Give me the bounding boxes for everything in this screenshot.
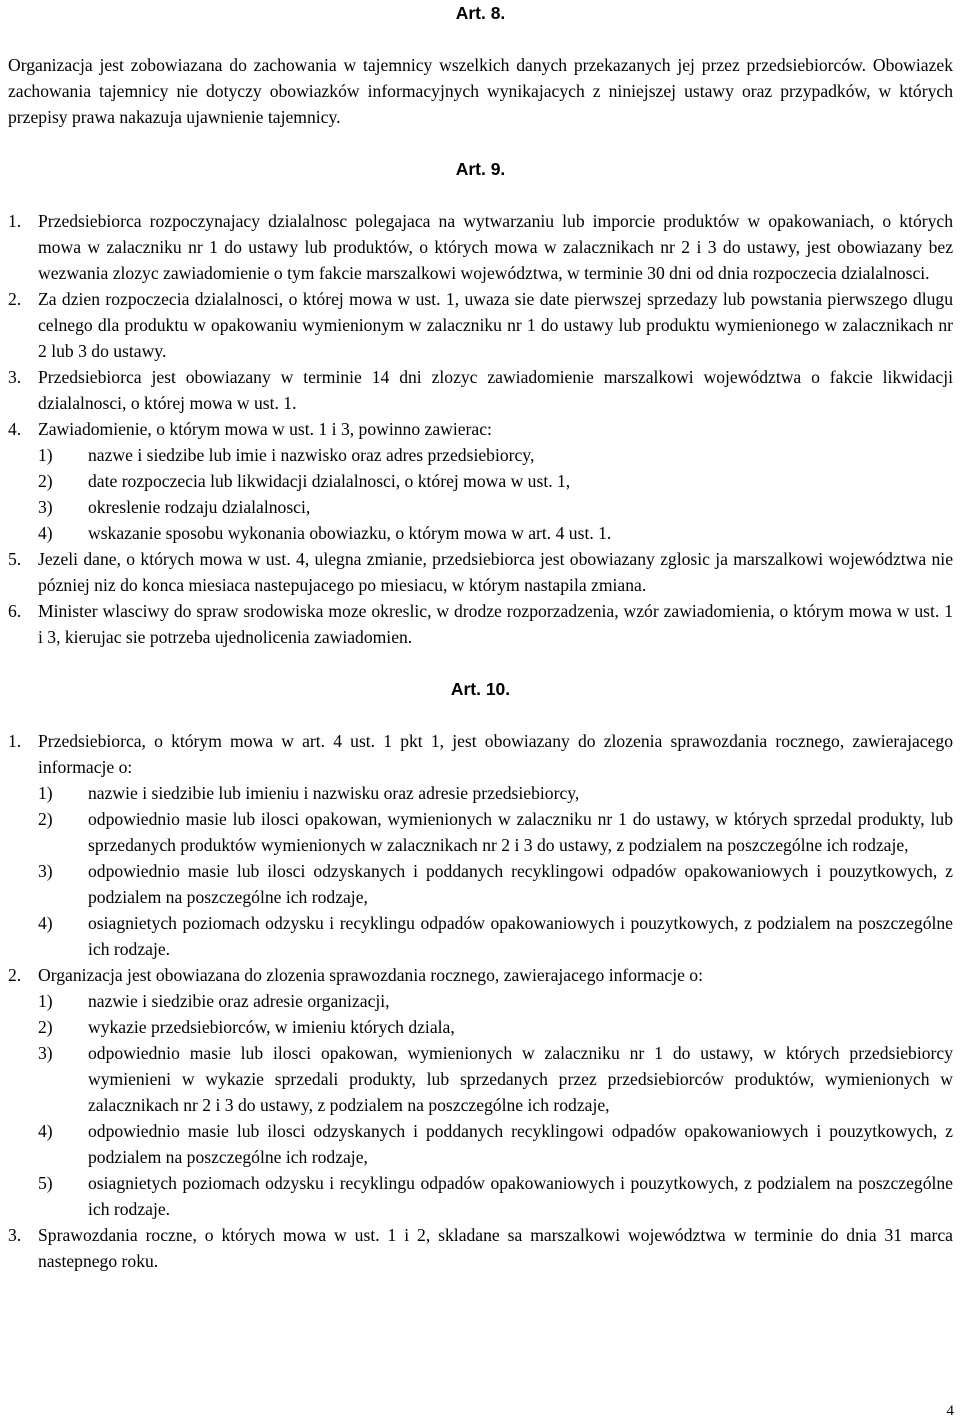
sub-item-text: wskazanie sposobu wykonania obowiazku, o którym mowa w art. 4 ust. 1. xyxy=(88,523,612,543)
item-text: Minister wlasciwy do spraw srodowiska moze okreslic, w drodze rozporzadzenia, wzór zawiadomienia, o którym mowa w ust. 1 i 3, kierujac sie potrzeba ujednolicenia zawiadomien. xyxy=(38,601,953,647)
item-number: 1. xyxy=(8,211,22,231)
sub-item-text: osiagnietych poziomach odzysku i recyklingu odpadów opakowaniowych i pouzytkowych, z podzialem na poszczególne ich rodzaje. xyxy=(88,1173,953,1219)
sub-item-text: date rozpoczecia lub likwidacji dzialalnosci, o której mowa w ust. 1, xyxy=(88,471,571,491)
numbered-item xyxy=(8,416,953,442)
item-number: 4. xyxy=(8,419,22,439)
sub-item-text: nazwe i siedzibe lub imie i nazwisko oraz adres przedsiebiorcy, xyxy=(88,445,535,465)
numbered-item xyxy=(8,598,953,650)
sub-item xyxy=(8,468,953,494)
item-number: 5. xyxy=(8,549,22,569)
spacer xyxy=(8,702,953,728)
sub-item-number: 4) xyxy=(38,1121,53,1141)
item-text: Przedsiebiorca rozpoczynajacy dzialalnosc polegajaca na wytwarzaniu lub imporcie produktów w opakowaniach, o których mowa w zalaczniku nr 1 do ustawy lub produktów, o których mowa w zalacznikach nr 2 i 3 do ustawy, jest obowiazany bez wezwania zlozyc zawiadomienie o tym fakcie marszalkowi województwa, w terminie 30 dni od dnia rozpoczecia dzialalnosci. xyxy=(38,211,953,283)
sub-item-text: odpowiednio masie lub ilosci odzyskanych i poddanych recyklingowi odpadów opakowaniowych i pouzytkowych, z podzialem na poszczególne ich rodzaje, xyxy=(88,1121,953,1167)
item-number: 6. xyxy=(8,601,22,621)
sub-item-text: wykazie przedsiebiorców, w imieniu których dziala, xyxy=(88,1017,455,1037)
sub-item-number: 3) xyxy=(38,1043,53,1063)
sub-item xyxy=(8,1118,953,1170)
sub-item-text: odpowiednio masie lub ilosci odzyskanych i poddanych recyklingowi odpadów opakowaniowych i pouzytkowych, z podzialem na poszczególne ich rodzaje, xyxy=(88,861,953,907)
sub-item-number: 5) xyxy=(38,1173,53,1193)
sub-item-text: odpowiednio masie lub ilosci opakowan, wymienionych w zalaczniku nr 1 do ustawy, w których przedsiebiorcy wymienieni w wykazie sprzedali produkty, lub sprzedanych przez przedsiebiorców produktów, wymienionych w zalacznikach nr 2 i 3 do ustawy, z podzialem na poszczególne ich rodzaje, xyxy=(88,1043,953,1115)
item-text: Przedsiebiorca, o którym mowa w art. 4 ust. 1 pkt 1, jest obowiazany do zlozenia sprawozdania rocznego, zawierajacego informacje o: xyxy=(38,731,953,777)
article-heading: Art. 8. xyxy=(455,3,506,23)
item-number: 2. xyxy=(8,289,22,309)
sub-item-number: 2) xyxy=(38,471,53,491)
item-number: 2. xyxy=(8,965,22,985)
sub-item-number: 4) xyxy=(38,523,53,543)
page-number: 4 xyxy=(946,1403,954,1419)
numbered-item xyxy=(8,364,953,416)
numbered-item xyxy=(8,728,953,780)
sub-item xyxy=(8,806,953,858)
article-heading: Art. 9. xyxy=(455,159,506,179)
numbered-item xyxy=(8,286,953,364)
numbered-item xyxy=(8,962,953,988)
item-text: Za dzien rozpoczecia dzialalnosci, o której mowa w ust. 1, uwaza sie date pierwszej sprzedazy lub powstania pierwszego dlugu celnego dla produktu w opakowaniu wymienionym w zalaczniku nr 1 do ustawy lub produktu wymienionego w zalacznikach nr 2 lub 3 do ustawy. xyxy=(38,289,953,361)
item-text: Zawiadomienie, o którym mowa w ust. 1 i 3, powinno zawierac: xyxy=(38,419,492,439)
item-text: Organizacja jest obowiazana do zlozenia sprawozdania rocznego, zawierajacego informacje o: xyxy=(38,965,703,985)
item-number: 3. xyxy=(8,367,22,387)
sub-item xyxy=(8,988,953,1014)
sub-item xyxy=(8,858,953,910)
item-number: 1. xyxy=(8,731,22,751)
spacer xyxy=(8,26,953,52)
sub-item xyxy=(8,494,953,520)
sub-item-text: osiagnietych poziomach odzysku i recyklingu odpadów opakowaniowych i pouzytkowych, z podzialem na poszczególne ich rodzaje. xyxy=(88,913,953,959)
sub-item xyxy=(8,910,953,962)
sub-item xyxy=(8,520,953,546)
sub-item-number: 1) xyxy=(38,783,53,803)
sub-item-number: 2) xyxy=(38,1017,53,1037)
sub-item xyxy=(8,1170,953,1222)
sub-item-number: 1) xyxy=(38,991,53,1011)
numbered-item xyxy=(8,208,953,286)
sub-item-number: 4) xyxy=(38,913,53,933)
numbered-item xyxy=(8,1222,953,1274)
sub-item-number: 2) xyxy=(38,809,53,829)
numbered-item xyxy=(8,546,953,598)
item-text: Przedsiebiorca jest obowiazany w terminie 14 dni zlozyc zawiadomienie marszalkowi województwa o fakcie likwidacji dzialalnosci, o której mowa w ust. 1. xyxy=(38,367,953,413)
sub-item-text: nazwie i siedzibie lub imieniu i nazwisku oraz adresie przedsiebiorcy, xyxy=(88,783,580,803)
sub-item-text: odpowiednio masie lub ilosci opakowan, wymienionych w zalaczniku nr 1 do ustawy, w których sprzedal produkty, lub sprzedanych produktów wymienionych w zalacznikach nr 2 i 3 do ustawy, z podzialem na poszczególne ich rodzaje, xyxy=(88,809,953,855)
sub-item xyxy=(8,1014,953,1040)
article-heading: Art. 10. xyxy=(450,679,511,699)
sub-item-number: 1) xyxy=(38,445,53,465)
sub-item-text: nazwie i siedzibie oraz adresie organizacji, xyxy=(88,991,390,1011)
sub-item xyxy=(8,442,953,468)
sub-item-text: okreslenie rodzaju dzialalnosci, xyxy=(88,497,311,517)
sub-item xyxy=(8,1040,953,1118)
item-text: Jezeli dane, o których mowa w ust. 4, ulegna zmianie, przedsiebiorca jest obowiazany zglosic ja marszalkowi województwa nie pózniej niz do konca miesiaca nastepujacego po miesiacu, w którym nastapila zmiana. xyxy=(38,549,953,595)
sub-item-number: 3) xyxy=(38,861,53,881)
article-paragraph: Organizacja jest zobowiazana do zachowania w tajemnicy wszelkich danych przekazanych jej przez przedsiebiorców. Obowiazek zachowania tajemnicy nie dotyczy obowiazków informacyjnych wynikajacych z niniejszej ustawy oraz przypadków, w których przepisy prawa nakazuja ujawnienie tajemnicy. xyxy=(8,55,953,127)
document-page xyxy=(8,0,953,1274)
item-text: Sprawozdania roczne, o których mowa w ust. 1 i 2, skladane sa marszalkowi województwa w terminie do dnia 31 marca nastepnego roku. xyxy=(38,1225,953,1271)
spacer xyxy=(8,182,953,208)
sub-item-number: 3) xyxy=(38,497,53,517)
item-number: 3. xyxy=(8,1225,22,1245)
sub-item xyxy=(8,780,953,806)
